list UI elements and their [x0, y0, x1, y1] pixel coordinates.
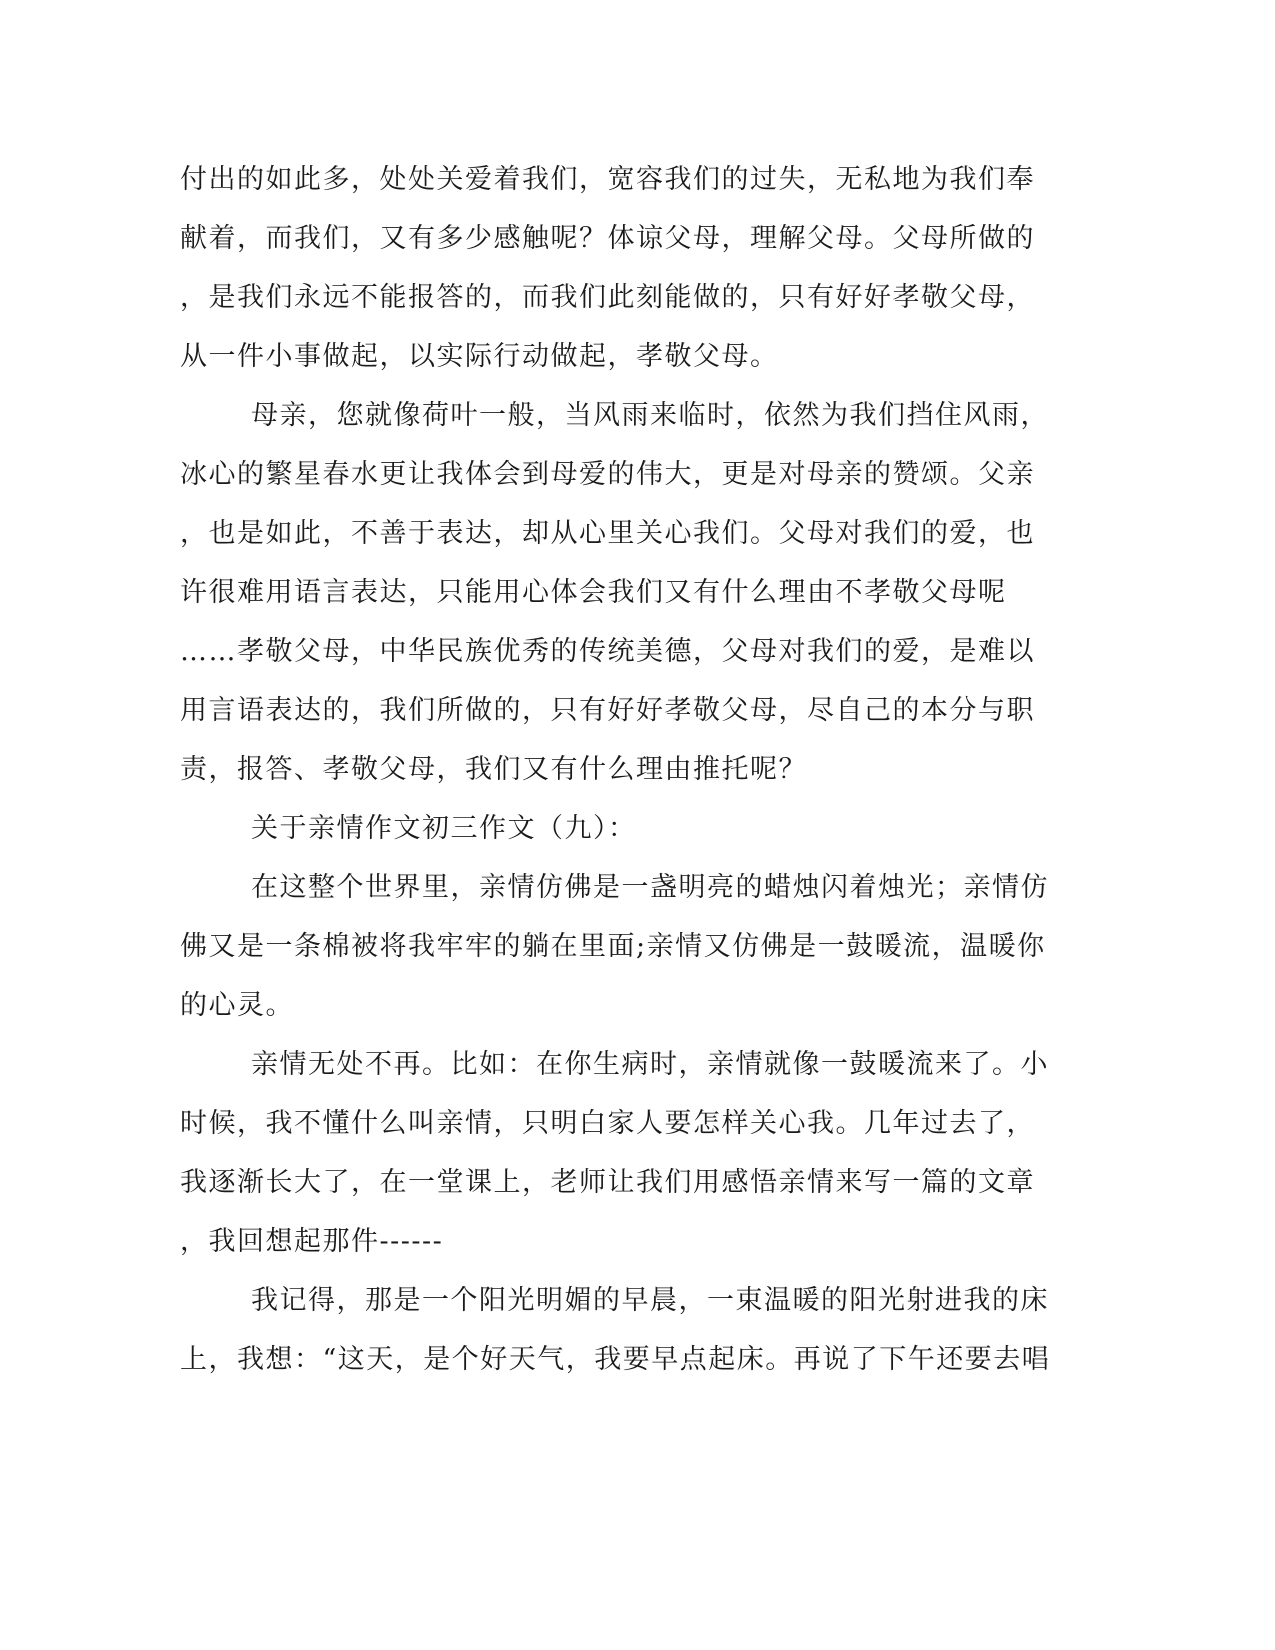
text-line: 我逐渐长大了，在一堂课上，老师让我们用感悟亲情来写一篇的文章 [180, 1167, 1035, 1198]
text-line: 冰心的繁星春水更让我体会到母爱的伟大，更是对母亲的赞颂。父亲 [180, 459, 1035, 490]
paragraph-start-line: 在这整个世界里，亲情仿佛是一盏明亮的蜡烛闪着烛光；亲情仿 [251, 872, 1049, 903]
text-line: ，也是如此，不善于表达，却从心里关心我们。父母对我们的爱，也 [180, 518, 1035, 549]
text-line: ，我回想起那件------ [180, 1226, 444, 1257]
body-text [180, 150, 1060, 1389]
section-heading: 关于亲情作文初三作文（九）： [251, 813, 637, 844]
text-line: 上，我想：“这天，是个好天气，我要早点起床。再说了下午还要去唱 [180, 1344, 1051, 1375]
text-line: 付出的如此多，处处关爱着我们，宽容我们的过失，无私地为我们奉 [180, 164, 1035, 195]
paragraph-start-line: 我记得，那是一个阳光明媚的早晨，一束温暖的阳光射进我的床 [251, 1285, 1049, 1316]
text-line: 从一件小事做起，以实际行动做起，孝敬父母。 [180, 341, 779, 372]
paragraph-start-line: 亲情无处不再。比如：在你生病时，亲情就像一鼓暖流来了。小 [251, 1049, 1049, 1080]
text-line: 时候，我不懂什么叫亲情，只明白家人要怎样关心我。几年过去了， [180, 1108, 1035, 1139]
text-line: 用言语表达的，我们所做的，只有好好孝敬父母，尽自己的本分与职 [180, 695, 1035, 726]
paragraph-start-line: 母亲，您就像荷叶一般，当风雨来临时，依然为我们挡住风雨， [251, 400, 1049, 431]
text-line: 的心灵。 [180, 990, 294, 1021]
text-line: 责，报答、孝敬父母，我们又有什么理由推托呢？ [180, 754, 807, 785]
text-line: ……孝敬父母，中华民族优秀的传统美德，父母对我们的爱，是难以 [180, 636, 1035, 667]
text-line: 佛又是一条棉被将我牢牢的躺在里面;亲情又仿佛是一鼓暖流，温暖你 [180, 931, 1046, 962]
text-line: ，是我们永远不能报答的，而我们此刻能做的，只有好好孝敬父母， [180, 282, 1035, 313]
text-line: 许很难用语言表达，只能用心体会我们又有什么理由不孝敬父母呢 [180, 577, 1007, 608]
text-line: 献着，而我们，又有多少感触呢？体谅父母，理解父母。父母所做的 [180, 223, 1035, 254]
